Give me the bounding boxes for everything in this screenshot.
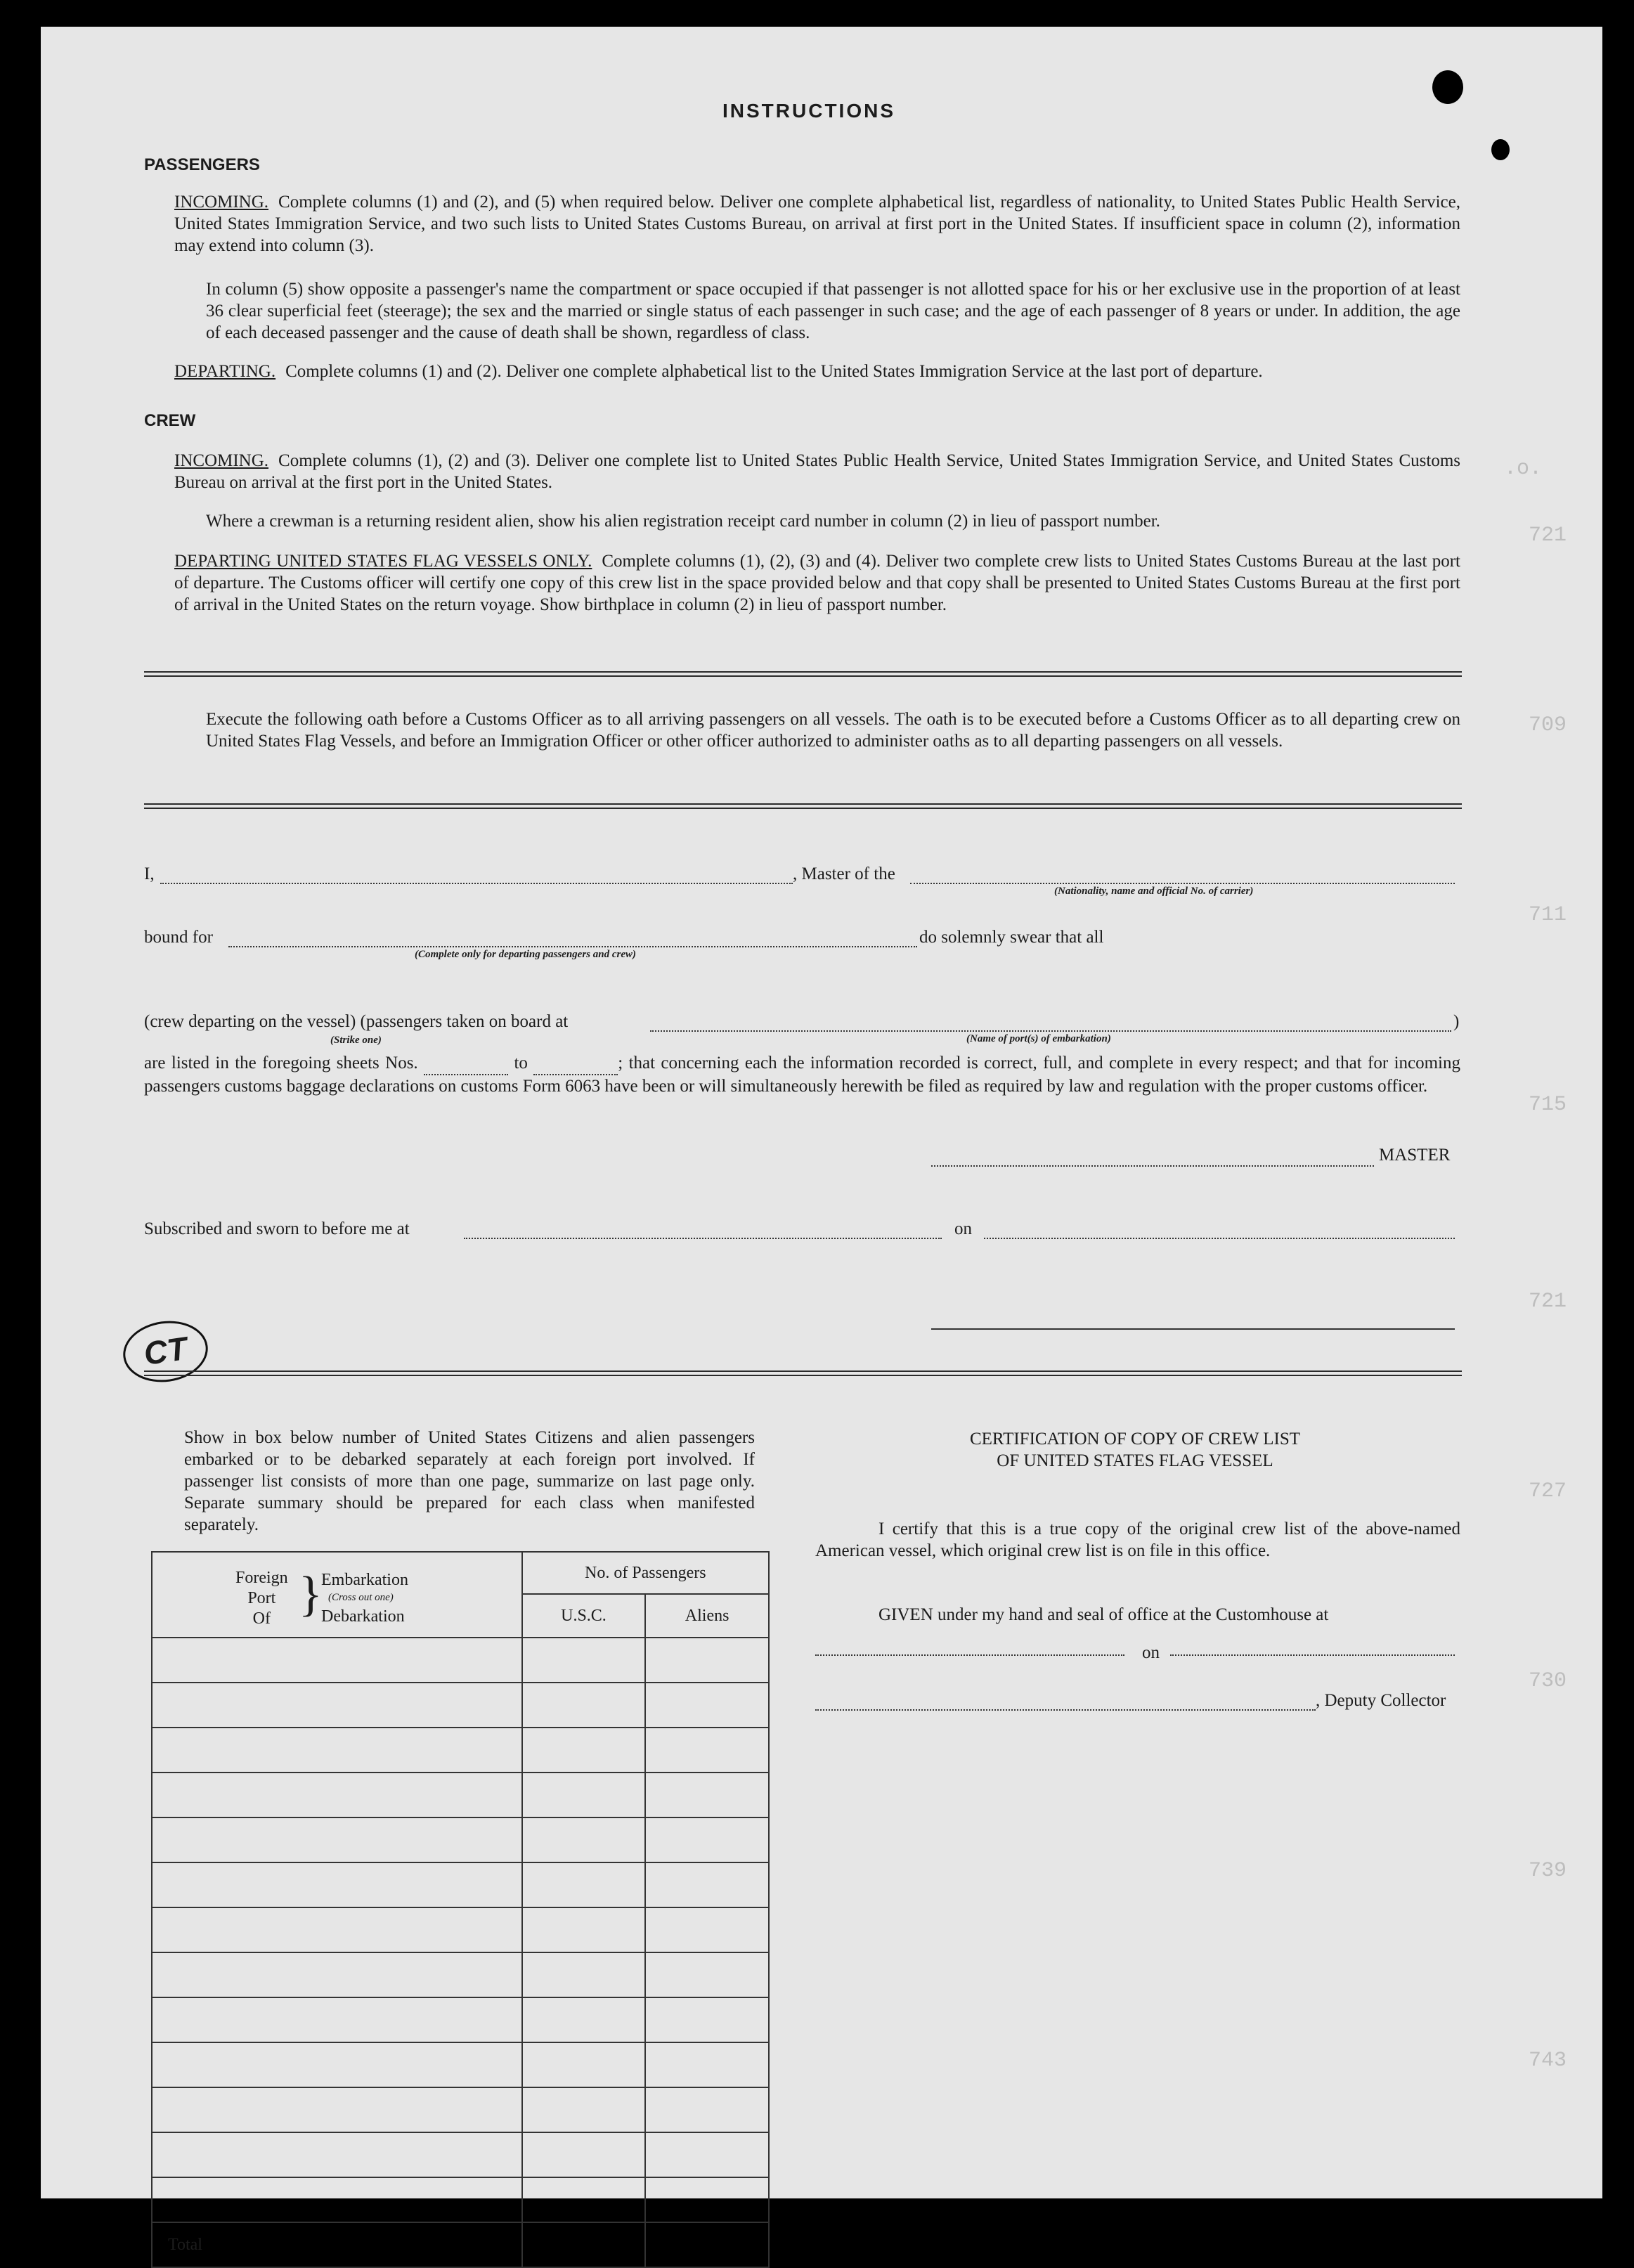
ink-blot: [1432, 70, 1463, 104]
passengers-incoming-label: INCOMING.: [174, 193, 269, 212]
foreign-label: Foreign: [235, 1569, 288, 1587]
master-of-label: , Master of the: [793, 864, 895, 883]
debarkation-label: Debarkation: [321, 1607, 405, 1626]
aliens-label: Aliens: [685, 1607, 730, 1625]
port-cell[interactable]: [152, 1952, 522, 1997]
cross-out-note: (Cross out one): [328, 1592, 394, 1603]
ct-stamp-text: CT: [141, 1329, 190, 1373]
crew-incoming-label: INCOMING.: [174, 451, 269, 470]
table-row: [152, 1638, 769, 1683]
bleed-through-number: .o.: [1504, 457, 1543, 481]
oath-listed-paragraph: [144, 1052, 1460, 1097]
deputy-signature-field[interactable]: [815, 1709, 1316, 1711]
total-usc-cell[interactable]: [522, 2222, 646, 2267]
crew-incoming-text: Complete columns (1), (2) and (3). Deliver one complete list to United States Public Health Service, United States Immigration Service, and United States Customs Bureau on arrival at the first port in the United States.: [174, 451, 1460, 492]
aliens-cell[interactable]: [645, 1683, 769, 1728]
total-aliens-cell[interactable]: [645, 2222, 769, 2267]
sworn-place-field[interactable]: [464, 1238, 942, 1239]
total-label-cell: [152, 2222, 522, 2267]
master-name-field[interactable]: [160, 883, 793, 884]
table-row: [152, 2132, 769, 2177]
summary-note: Show in box below number of United States Citizens and alien passengers embarked or to be debarked separately at each foreign port involved. If passenger list consists of more than one page, summarize on last page only. Separate summary should be prepared for each class when manifested separately.: [184, 1428, 755, 1534]
table-row: [152, 2042, 769, 2087]
aliens-cell[interactable]: [645, 1773, 769, 1817]
crew-passengers-label: (crew departing on the vessel) (passengers taken on board at: [144, 1012, 569, 1031]
passengers-departing-label: DEPARTING.: [174, 362, 276, 381]
oath-i-label: I,: [144, 864, 155, 883]
close-paren: ): [1453, 1012, 1460, 1031]
deputy-collector-label: , Deputy Collector: [1316, 1691, 1446, 1710]
usc-cell[interactable]: [522, 2087, 646, 2132]
brace: }: [299, 1567, 323, 1621]
usc-cell[interactable]: [522, 1997, 646, 2042]
port-cell[interactable]: [152, 1907, 522, 1952]
bound-for-label: bound for: [144, 928, 213, 947]
of-label: Of: [252, 1609, 271, 1628]
aliens-cell[interactable]: [645, 1997, 769, 2042]
page-title: INSTRUCTIONS: [722, 100, 895, 122]
certification-title-line1: CERTIFICATION OF COPY OF CREW LIST: [969, 1430, 1301, 1449]
sheet-from-field[interactable]: [424, 1052, 508, 1075]
table-row: [152, 1862, 769, 1907]
bleed-through-number: 730: [1529, 1669, 1567, 1693]
aliens-cell[interactable]: [645, 2042, 769, 2087]
oath-intro-paragraph: Execute the following oath before a Customs Officer as to all arriving passengers on all vessels. The oath is to be executed before a Customs Officer as to all departing crew on United States Flag Vessels, and before an Immigration Officer or other officer authorized to administer oaths as to all departing passengers on all vessels.: [206, 710, 1460, 751]
aliens-cell[interactable]: [645, 2087, 769, 2132]
table-total-row: [152, 2222, 769, 2267]
usc-cell[interactable]: [522, 2177, 646, 2222]
aliens-cell[interactable]: [645, 1728, 769, 1773]
usc-cell[interactable]: [522, 1638, 646, 1683]
bleed-through-number: 715: [1529, 1093, 1567, 1117]
section-divider: [144, 671, 1462, 677]
bleed-through-number: 727: [1529, 1479, 1567, 1503]
embarkation-label: Embarkation: [321, 1571, 408, 1589]
subscribed-label: Subscribed and sworn to before me at: [144, 1219, 410, 1238]
table-row: [152, 1997, 769, 2042]
embarkation-note: (Name of port(s) of embarkation): [966, 1033, 1111, 1044]
passenger-summary-table: [151, 1551, 770, 2268]
given-text: GIVEN under my hand and seal of office at the Customhouse at: [878, 1605, 1329, 1624]
master-label: MASTER: [1379, 1146, 1451, 1165]
sheet-to-field[interactable]: [533, 1052, 618, 1075]
bleed-through-number: 739: [1529, 1859, 1567, 1883]
aliens-cell[interactable]: [645, 1862, 769, 1907]
bleed-through-number: 711: [1529, 903, 1567, 927]
table-row: [152, 2087, 769, 2132]
no-passengers-label: No. of Passengers: [523, 1553, 768, 1595]
customhouse-field[interactable]: [815, 1654, 1124, 1656]
usc-cell[interactable]: [522, 1952, 646, 1997]
bleed-through-number: 743: [1529, 2049, 1567, 2073]
aliens-cell[interactable]: [645, 1638, 769, 1683]
crew-departing-label: DEPARTING UNITED STATES FLAG VESSELS ONLY.: [174, 552, 592, 571]
certification-date-field[interactable]: [1170, 1654, 1455, 1656]
table-row: [152, 2177, 769, 2222]
bleed-through-number: 709: [1529, 713, 1567, 737]
table-row: [152, 1683, 769, 1728]
usc-cell[interactable]: [522, 1683, 646, 1728]
swear-text: do solemnly swear that all: [919, 928, 1104, 947]
listed-in-text: are listed in the foregoing sheets Nos.: [144, 1054, 418, 1073]
section-divider: [144, 803, 1462, 809]
passengers-departing-text: Complete columns (1) and (2). Deliver one complete alphabetical list to the United States Immigration Service at the last port of departure.: [285, 362, 1263, 381]
usc-cell[interactable]: [522, 2132, 646, 2177]
aliens-cell[interactable]: [645, 1952, 769, 1997]
port-cell[interactable]: [152, 2132, 522, 2177]
passengers-header-cell: [522, 1552, 769, 1638]
certify-text: I certify that this is a true copy of the original crew list of the above-named American vessel, which original crew list is on file in this office.: [815, 1519, 1460, 1560]
bleed-through-number: 721: [1529, 524, 1567, 547]
usc-cell[interactable]: [522, 1773, 646, 1817]
port-header-cell: [152, 1552, 522, 1638]
port-cell[interactable]: [152, 2042, 522, 2087]
passengers-incoming-text: Complete columns (1) and (2), and (5) when required below. Deliver one complete alphabetical list, regardless of nationality, to United States Public Health Service, United States Immigration Service, and two such lists to United States Customs Bureau, on arrival at first port in the United States. If insufficient space in column (2), information may extend into column (3).: [174, 193, 1460, 255]
usc-cell[interactable]: [522, 2042, 646, 2087]
port-label: Port: [247, 1589, 276, 1607]
usc-cell[interactable]: [522, 1862, 646, 1907]
ink-blot: [1491, 139, 1510, 160]
port-cell[interactable]: [152, 1817, 522, 1862]
officer-signature-line: [931, 1328, 1455, 1330]
crew-departing-text: Complete columns (1), (2), (3) and (4). Deliver two complete crew lists to United States Customs Bureau at the last port of departure. The Customs officer will certify one copy of this crew list in the space provided below and that copy shall be presented to United States Customs Bureau at the first port of arrival in the United States on the return voyage. Show birthplace in column (2) in lieu of passport number.: [174, 552, 1460, 614]
port-cell[interactable]: [152, 1997, 522, 2042]
crew-heading: CREW: [144, 411, 196, 430]
master-signature-field[interactable]: [931, 1165, 1374, 1167]
carrier-note: (Nationality, name and official No. of carrier): [1054, 886, 1254, 897]
port-cell[interactable]: [152, 1683, 522, 1728]
passengers-departing-paragraph: [174, 361, 1460, 382]
bleed-through-number: 721: [1529, 1290, 1567, 1314]
port-cell[interactable]: [152, 1638, 522, 1683]
strike-one-note: (Strike one): [330, 1035, 382, 1046]
table-row: [152, 1907, 769, 1952]
usc-cell[interactable]: [522, 1728, 646, 1773]
table-row: [152, 1952, 769, 1997]
listed-rest-text: ; that concerning each the information recorded is correct, full, and complete in every respect; and that for incoming passengers customs baggage declarations on customs Form 6063 have been or will simultaneously herewith be filed as required by law and regulation with the proper customs officer.: [144, 1054, 1461, 1096]
embarkation-port-field[interactable]: [650, 1030, 1451, 1032]
port-cell[interactable]: [152, 2177, 522, 2222]
usc-cell[interactable]: [522, 1817, 646, 1862]
table-row: [152, 1817, 769, 1862]
aliens-cell[interactable]: [645, 2177, 769, 2222]
certification-title-line2: OF UNITED STATES FLAG VESSEL: [997, 1451, 1273, 1470]
crew-resident-paragraph: Where a crewman is a returning resident alien, show his alien registration receipt card number in column (2) in lieu of passport number.: [206, 512, 1160, 531]
vessel-field[interactable]: [910, 883, 1455, 884]
passengers-column5-paragraph: In column (5) show opposite a passenger's name the compartment or space occupied if that passenger is not allotted space for his or her exclusive use in the proportion of at least 36 clear superficial feet (steerage); the sex and the married or single status of each passenger in such case; and the age of each passenger of 8 years or under. In addition, the age of each deceased passenger and the cause of death shall be shown, regardless of class.: [206, 280, 1460, 342]
aliens-cell[interactable]: [645, 1817, 769, 1862]
usc-label: U.S.C.: [523, 1595, 647, 1637]
table-row: [152, 1773, 769, 1817]
port-cell[interactable]: [152, 1773, 522, 1817]
aliens-cell[interactable]: [645, 2132, 769, 2177]
sworn-on-label: on: [954, 1219, 972, 1238]
port-cell[interactable]: [152, 1862, 522, 1907]
certification-on-label: on: [1142, 1643, 1160, 1662]
total-label: Total: [168, 2235, 202, 2254]
aliens-cell[interactable]: [645, 1907, 769, 1952]
sworn-date-field[interactable]: [984, 1238, 1455, 1239]
crew-incoming-paragraph: [174, 450, 1460, 493]
certification-title: [808, 1428, 1462, 1472]
crew-departing-paragraph: [174, 550, 1460, 616]
passengers-incoming-paragraph: [174, 191, 1460, 257]
to-label: to: [514, 1054, 528, 1073]
section-divider: [144, 1370, 1462, 1376]
table-row: [152, 1728, 769, 1773]
port-cell[interactable]: [152, 1728, 522, 1773]
passengers-heading: PASSENGERS: [144, 155, 260, 174]
port-cell[interactable]: [152, 2087, 522, 2132]
port-header-label: [235, 1568, 288, 1629]
bound-for-field[interactable]: [228, 946, 917, 947]
bound-for-note: (Complete only for departing passengers and crew): [415, 949, 636, 960]
usc-cell[interactable]: [522, 1907, 646, 1952]
